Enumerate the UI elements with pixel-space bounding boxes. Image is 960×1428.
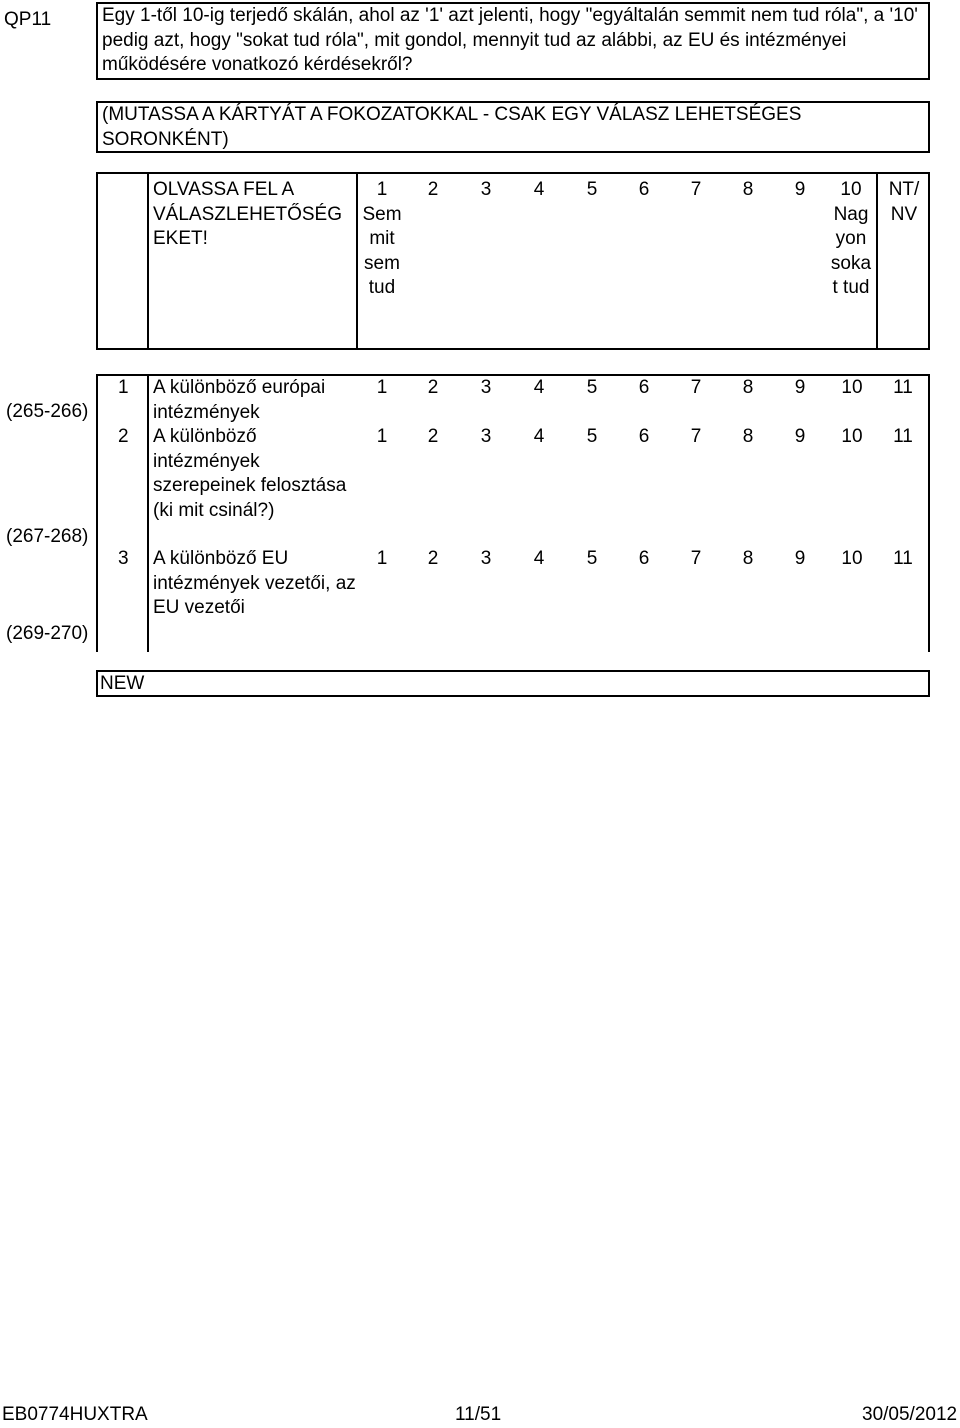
items-divider-left [147,374,149,652]
scale-head-10-number: 10 [840,179,862,200]
row-1-code-6: 6 [638,377,650,398]
row-1-code-4: 4 [533,377,545,398]
header-divider-left [147,172,149,350]
scale-head-7: 7 [690,179,702,200]
row-1-code-2: 2 [427,377,439,398]
row-3-code-7: 7 [690,548,702,569]
row-number-3: 3 [118,548,129,569]
row-2-code-7: 7 [690,426,702,447]
scale-head-10-description: Nag yon soka t tud [830,203,872,298]
row-1-code-11: 11 [893,377,913,398]
row-3-code-5: 5 [586,548,598,569]
row-1-code-5: 5 [586,377,598,398]
row-label-1: A különböző európai intézmények [153,377,326,423]
row-code-3: (269-270) [6,623,89,644]
row-2-code-10: 10 [841,426,863,447]
footer-doc-code: EB0774HUXTRA [2,1404,148,1425]
row-2-code-3: 3 [480,426,492,447]
scale-head-1 [360,178,404,301]
header-divider-nt [876,172,878,350]
row-2-code-4: 4 [533,426,545,447]
row-1-code-1: 1 [376,377,388,398]
row-2-code-11: 11 [893,426,913,447]
row-1-code-10: 10 [841,377,863,398]
row-3-code-3: 3 [480,548,492,569]
row-1-code-7: 7 [690,377,702,398]
row-2-code-1: 1 [376,426,388,447]
row-code-1: (265-266) [6,401,89,422]
row-1-code-8: 8 [742,377,754,398]
scale-head-nt-nv: NT/ NV [888,179,920,225]
row-3-code-9: 9 [794,548,806,569]
row-3-code-2: 2 [427,548,439,569]
row-2-code-9: 9 [794,426,806,447]
row-number-2: 2 [118,426,129,447]
row-1-code-9: 9 [794,377,806,398]
row-number-1: 1 [118,377,129,398]
row-label-3: A különböző EU intézmények vezetői, az EU vezetői [153,548,356,618]
row-3-code-6: 6 [638,548,650,569]
scale-head-4: 4 [533,179,545,200]
scale-head-8: 8 [742,179,754,200]
new-label: NEW [100,673,145,694]
row-3-code-4: 4 [533,548,545,569]
instruction-text: (MUTASSA A KÁRTYÁT A FOKOZATOKKAL - CSAK EGY VÁLASZ LEHETSÉGES SORONKÉNT) [102,104,802,150]
row-3-code-11: 11 [893,548,913,569]
scale-head-10 [826,178,876,301]
row-code-2: (267-268) [6,526,89,547]
read-out-instruction: OLVASSA FEL A VÁLASZLEHETŐSÉG EKET! [153,179,343,249]
question-id: QP11 [4,9,52,30]
scale-head-2: 2 [427,179,439,200]
new-box [96,670,930,697]
scale-head-1-description: Sem mit sem tud [362,203,402,298]
scale-head-5: 5 [586,179,598,200]
footer-page-number: 11/51 [455,1404,502,1425]
row-2-code-2: 2 [427,426,439,447]
row-3-code-10: 10 [841,548,863,569]
scale-head-6: 6 [638,179,650,200]
row-2-code-8: 8 [742,426,754,447]
row-3-code-1: 1 [376,548,388,569]
row-label-2: A különböző intézmények szerepeinek felosztása (ki mit csinál?) [153,426,347,521]
question-text: Egy 1-től 10-ig terjedő skálán, ahol az '1' azt jelenti, hogy "egyáltalán semmit nem tud róla", a '10' pedig azt, hogy "sokat tud róla", mit gondol, mennyit tud az alábbi, az EU és intézményei működésére vonatkozó kérdésekről? [102,5,918,75]
scale-head-9: 9 [794,179,806,200]
scale-head-3: 3 [480,179,492,200]
row-2-code-5: 5 [586,426,598,447]
row-3-code-8: 8 [742,548,754,569]
footer-date: 30/05/2012 [862,1404,958,1425]
scale-head-1-number: 1 [376,179,388,200]
row-2-code-6: 6 [638,426,650,447]
row-1-code-3: 3 [480,377,492,398]
